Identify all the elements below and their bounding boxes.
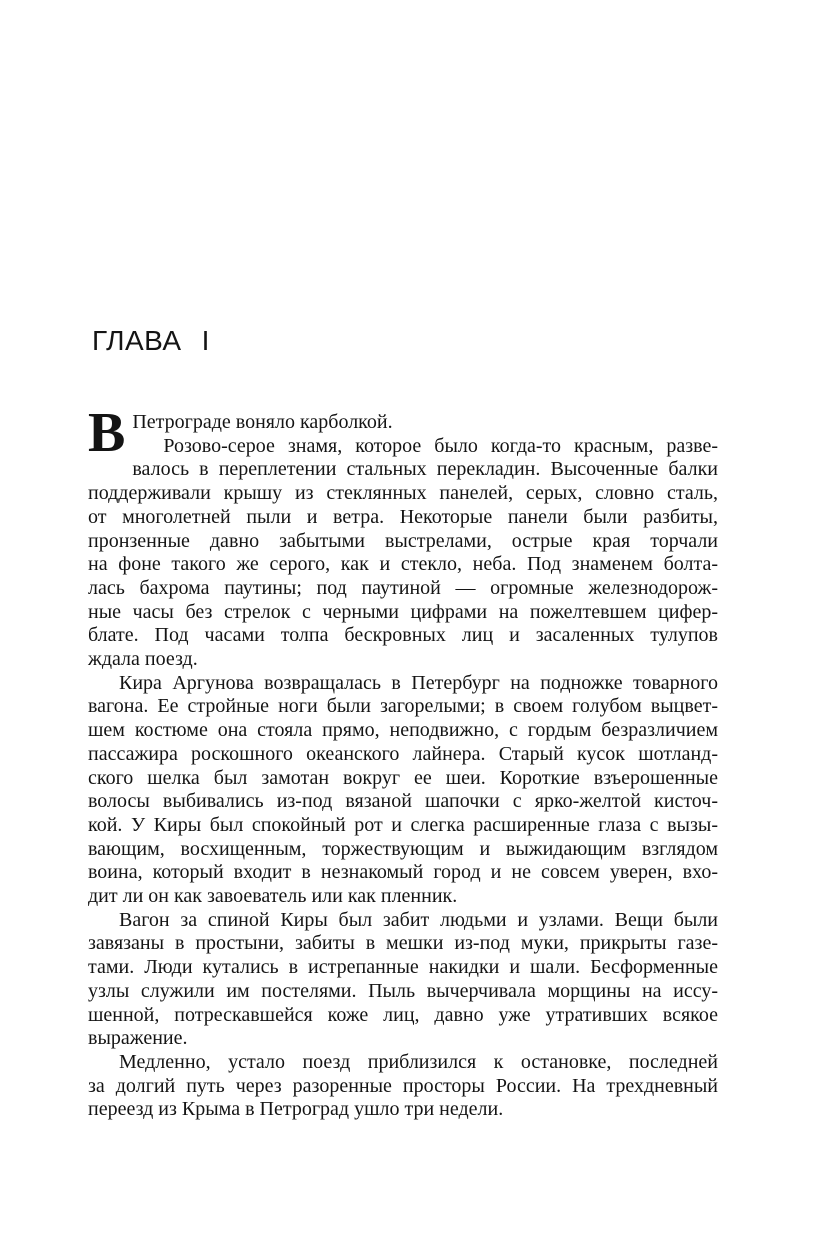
text-line: шенной, потрескавшейся коже лиц, давно уже утративших всякое: [88, 1003, 718, 1026]
text-line: за долгий путь через разоренные просторы России. На трехдневный: [88, 1074, 718, 1097]
text-line: поддерживали крышу из стеклянных панелей, серых, словно сталь,: [88, 482, 718, 505]
text-line: Медленно, устало поезд приблизился к остановке, последней: [119, 1050, 718, 1073]
text-line: выражение.: [88, 1027, 188, 1050]
text-line: вагона. Ее стройные ноги были загорелыми; в своем голубом выцвет-: [88, 695, 718, 718]
text-line: дит ли он как завоеватель или как пленник.: [88, 885, 458, 908]
text-line: воина, который входит в незнакомый город и не совсем уверен, вхо-: [88, 861, 718, 884]
text-line: шем костюме она стояла прямо, неподвижно, с гордым безразличием: [88, 719, 718, 742]
text-line: тами. Люди кутались в истрепанные накидки и шали. Бесформенные: [88, 956, 718, 979]
text-line: пронзенные давно забытыми выстрелами, острые края торчали: [88, 529, 718, 552]
text-line: ждала поезд.: [88, 648, 198, 671]
text-line: завязаны в простыни, забиты в мешки из-под муки, прикрыты газе-: [88, 932, 718, 955]
text-line: кой. У Киры был спокойный рот и слегка расширенные глаза с вызы-: [88, 813, 718, 836]
chapter-text: [88, 402, 718, 1122]
text-line: пассажира роскошного океанского лайнера. Старый кусок шотланд-: [88, 742, 718, 765]
paragraph: [88, 672, 718, 909]
paragraph: [88, 435, 718, 672]
chapter-label: ГЛАВА: [92, 325, 182, 356]
paragraph: [88, 1051, 718, 1122]
text-line: валось в переплетении стальных перекладин. Высоченные балки: [132, 458, 718, 481]
text-line: узлы служили им постелями. Пыль вычерчивала морщины на иссу-: [88, 979, 718, 1002]
text-line: вающим, восхищенным, торжествующим и выжидающим взглядом: [88, 837, 718, 860]
drop-cap: В: [88, 402, 126, 464]
text-line: лась бахрома паутины; под паутиной — огромные железнодорож-: [88, 576, 718, 599]
text-line: от многолетней пыли и ветра. Некоторые панели были разбиты,: [88, 505, 718, 528]
paragraph: [88, 909, 718, 1051]
chapter-number: I: [201, 325, 210, 356]
text-line: ные часы без стрелок с черными цифрами на пожелтевшем цифер-: [88, 600, 718, 623]
text-line: на фоне такого же серого, как и стекло, неба. Под знаменем болта-: [88, 553, 718, 576]
chapter-heading: [92, 327, 210, 355]
text-line: Розово-серое знамя, которое было когда-то красным, разве-: [163, 434, 718, 457]
text-line: волосы выбивались из-под вязаной шапочки с ярко-желтой кисточ-: [88, 790, 718, 813]
text-line: Вагон за спиной Киры был забит людьми и узлами. Вещи были: [119, 908, 718, 931]
text-line: переезд из Крыма в Петроград ушло три недели.: [88, 1098, 504, 1121]
text-line: Петрограде воняло карболкой.: [132, 411, 393, 433]
text-line: блате. Под часами толпа бескровных лиц и засаленных тулупов: [88, 624, 718, 647]
text-line: ского шелка был замотан вокруг ее шеи. Короткие взъерошенные: [88, 766, 718, 789]
text-line: Кира Аргунова возвращалась в Петербург на подножке товарного: [119, 671, 718, 694]
